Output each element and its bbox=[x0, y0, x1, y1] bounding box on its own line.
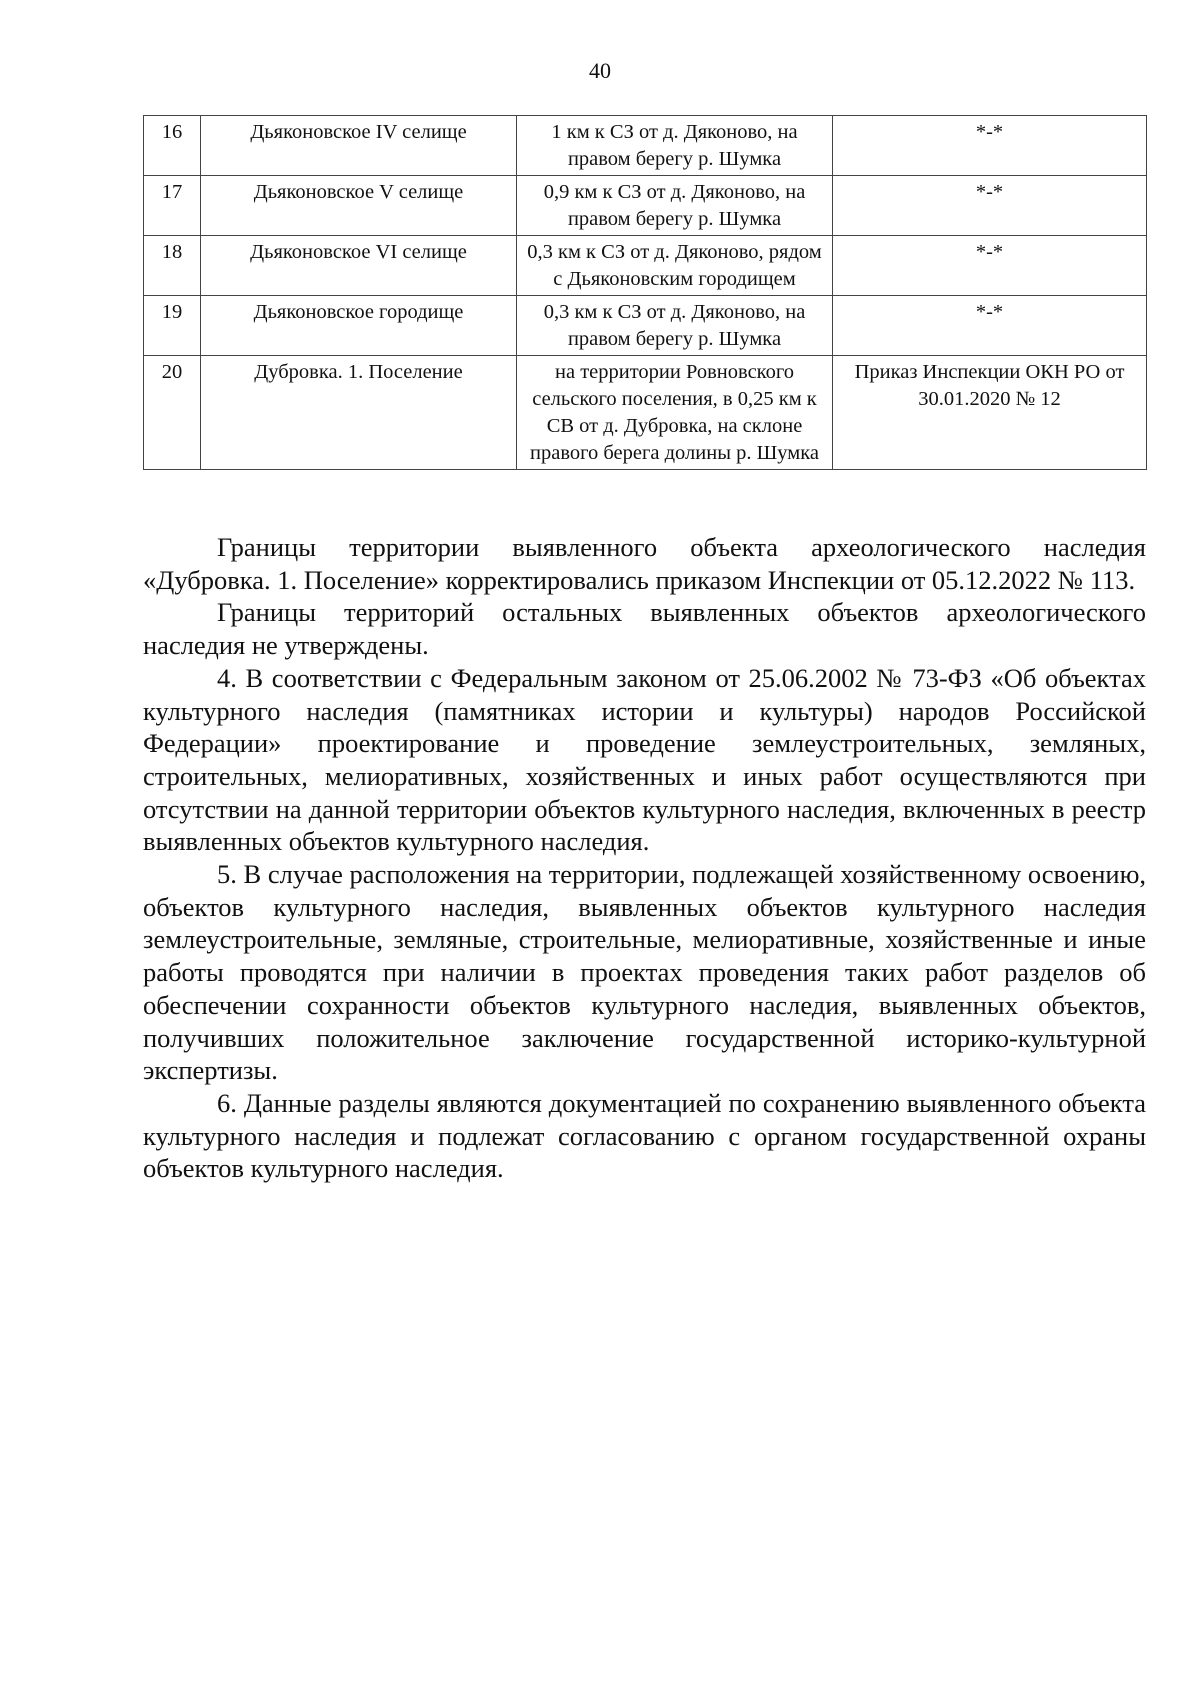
document-body bbox=[143, 531, 1146, 1185]
paragraph-item-5: 5. В случае расположения на территории, подлежащей хозяйственному освоению, объектов культурного наследия, выявленных объектов культурного наследия землеустроительные, земляные, строительные, мелиоративные, хозяйственные и иные работы проводятся при наличии в проектах проведения таких работ разделов об обеспечении сохранности объектов культурного наследия, выявленных объектов, получивших положительное заключение государственной историко-культурной экспертизы. bbox=[143, 859, 1146, 1086]
object-name: Дубровка. 1. Поселение bbox=[201, 356, 517, 470]
object-location: на территории Ровновского сельского поселения, в 0,25 км к СВ от д. Дубровка, на склоне правого берега долины р. Шумка bbox=[517, 356, 833, 470]
approval-document: Приказ Инспекции ОКН РО от 30.01.2020 № 12 bbox=[833, 356, 1147, 470]
object-location: 0,3 км к СЗ от д. Дяконово, на правом берегу р. Шумка bbox=[517, 296, 833, 356]
object-location: 0,9 км к СЗ от д. Дяконово, на правом берегу р. Шумка bbox=[517, 176, 833, 236]
table-row bbox=[144, 236, 1147, 296]
approval-document: *-* bbox=[833, 116, 1147, 176]
approval-document: *-* bbox=[833, 176, 1147, 236]
table-row bbox=[144, 356, 1147, 470]
row-number: 16 bbox=[144, 116, 201, 176]
table-row bbox=[144, 116, 1147, 176]
object-location: 0,3 км к СЗ от д. Дяконово, рядом с Дьяконовским городищем bbox=[517, 236, 833, 296]
paragraph-other-boundaries: Границы территорий остальных выявленных объектов археологического наследия не утверждены. bbox=[143, 597, 1146, 661]
page-number: 40 bbox=[589, 58, 611, 83]
paragraph-item-6: 6. Данные разделы являются документацией по сохранению выявленного объекта культурного наследия и подлежат согласованию с органом государственной охраны объектов культурного наследия. bbox=[143, 1087, 1146, 1184]
object-name: Дьяконовское IV селище bbox=[201, 116, 517, 176]
object-name: Дьяконовское городище bbox=[201, 296, 517, 356]
object-name: Дьяконовское V селище bbox=[201, 176, 517, 236]
approval-document: *-* bbox=[833, 296, 1147, 356]
heritage-objects-table bbox=[143, 115, 1147, 470]
row-number: 19 bbox=[144, 296, 201, 356]
row-number: 20 bbox=[144, 356, 201, 470]
row-number: 17 bbox=[144, 176, 201, 236]
table-row bbox=[144, 296, 1147, 356]
object-location: 1 км к СЗ от д. Дяконово, на правом берегу р. Шумка bbox=[517, 116, 833, 176]
paragraph-dubrovka-boundaries: Границы территории выявленного объекта археологического наследия «Дубровка. 1. Поселение» корректировались приказом Инспекции от 05.12.2022 № 113. bbox=[143, 532, 1146, 595]
table-row bbox=[144, 176, 1147, 236]
approval-document: *-* bbox=[833, 236, 1147, 296]
object-name: Дьяконовское VI селище bbox=[201, 236, 517, 296]
row-number: 18 bbox=[144, 236, 201, 296]
paragraph-item-4: 4. В соответствии с Федеральным законом от 25.06.2002 № 73-ФЗ «Об объектах культурного наследия (памятниках истории и культуры) народов Российской Федерации» проектирование и проведение землеустроительных, земляных, строительных, мелиоративных, хозяйственных и иных работ осуществляются при отсутствии на данной территории объектов культурного наследия, включенных в реестр выявленных объектов культурного наследия. bbox=[143, 662, 1146, 857]
